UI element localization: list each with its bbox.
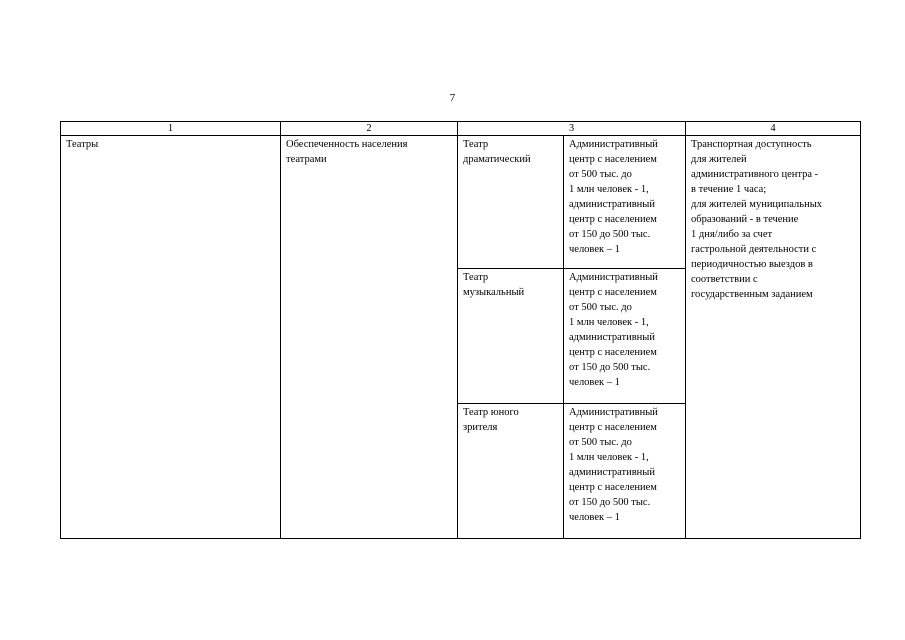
norm-cell <box>564 404 686 539</box>
header-col-3: 3 <box>458 122 686 136</box>
category-label: Театры <box>66 139 99 150</box>
norm-cell <box>564 136 686 269</box>
norm-musical: Административный центр с населением от 500 тыс. до 1 млн человек - 1, административный центр с населением от 150 до 500 тыс. человек – 1 <box>569 272 658 388</box>
theatre-type-cell <box>458 404 564 539</box>
indicator-label: Обеспеченность населения театрами <box>286 139 408 165</box>
page-number: 7 <box>449 92 456 104</box>
category-cell <box>61 136 281 539</box>
theatre-type-cell <box>458 136 564 269</box>
header-col-1: 1 <box>61 122 281 136</box>
indicator-cell <box>281 136 458 539</box>
norms-table <box>60 121 861 539</box>
header-col-4: 4 <box>686 122 861 136</box>
norm-drama: Административный центр с населением от 500 тыс. до 1 млн человек - 1, административный центр с населением от 150 до 500 тыс. человек – 1 <box>569 139 658 255</box>
accessibility-text: Транспортная доступность для жителей административного центра - в течение 1 часа; для жителей муниципальных образований - в течение 1 дня/либо за счет гастрольной деятельности с периодичностью выездов в соответствии с государственным заданием <box>691 139 822 300</box>
theatre-type-drama: Театр драматический <box>463 139 531 165</box>
header-col-2: 2 <box>281 122 458 136</box>
theatre-type-youth: Театр юного зрителя <box>463 407 519 433</box>
norm-youth: Административный центр с населением от 500 тыс. до 1 млн человек - 1, административный центр с населением от 150 до 500 тыс. человек – 1 <box>569 407 658 523</box>
table-row <box>61 136 861 269</box>
theatre-type-musical: Театр музыкальный <box>463 272 525 298</box>
accessibility-cell <box>686 136 861 539</box>
norm-cell <box>564 269 686 404</box>
header-row <box>61 122 861 136</box>
theatre-type-cell <box>458 269 564 404</box>
